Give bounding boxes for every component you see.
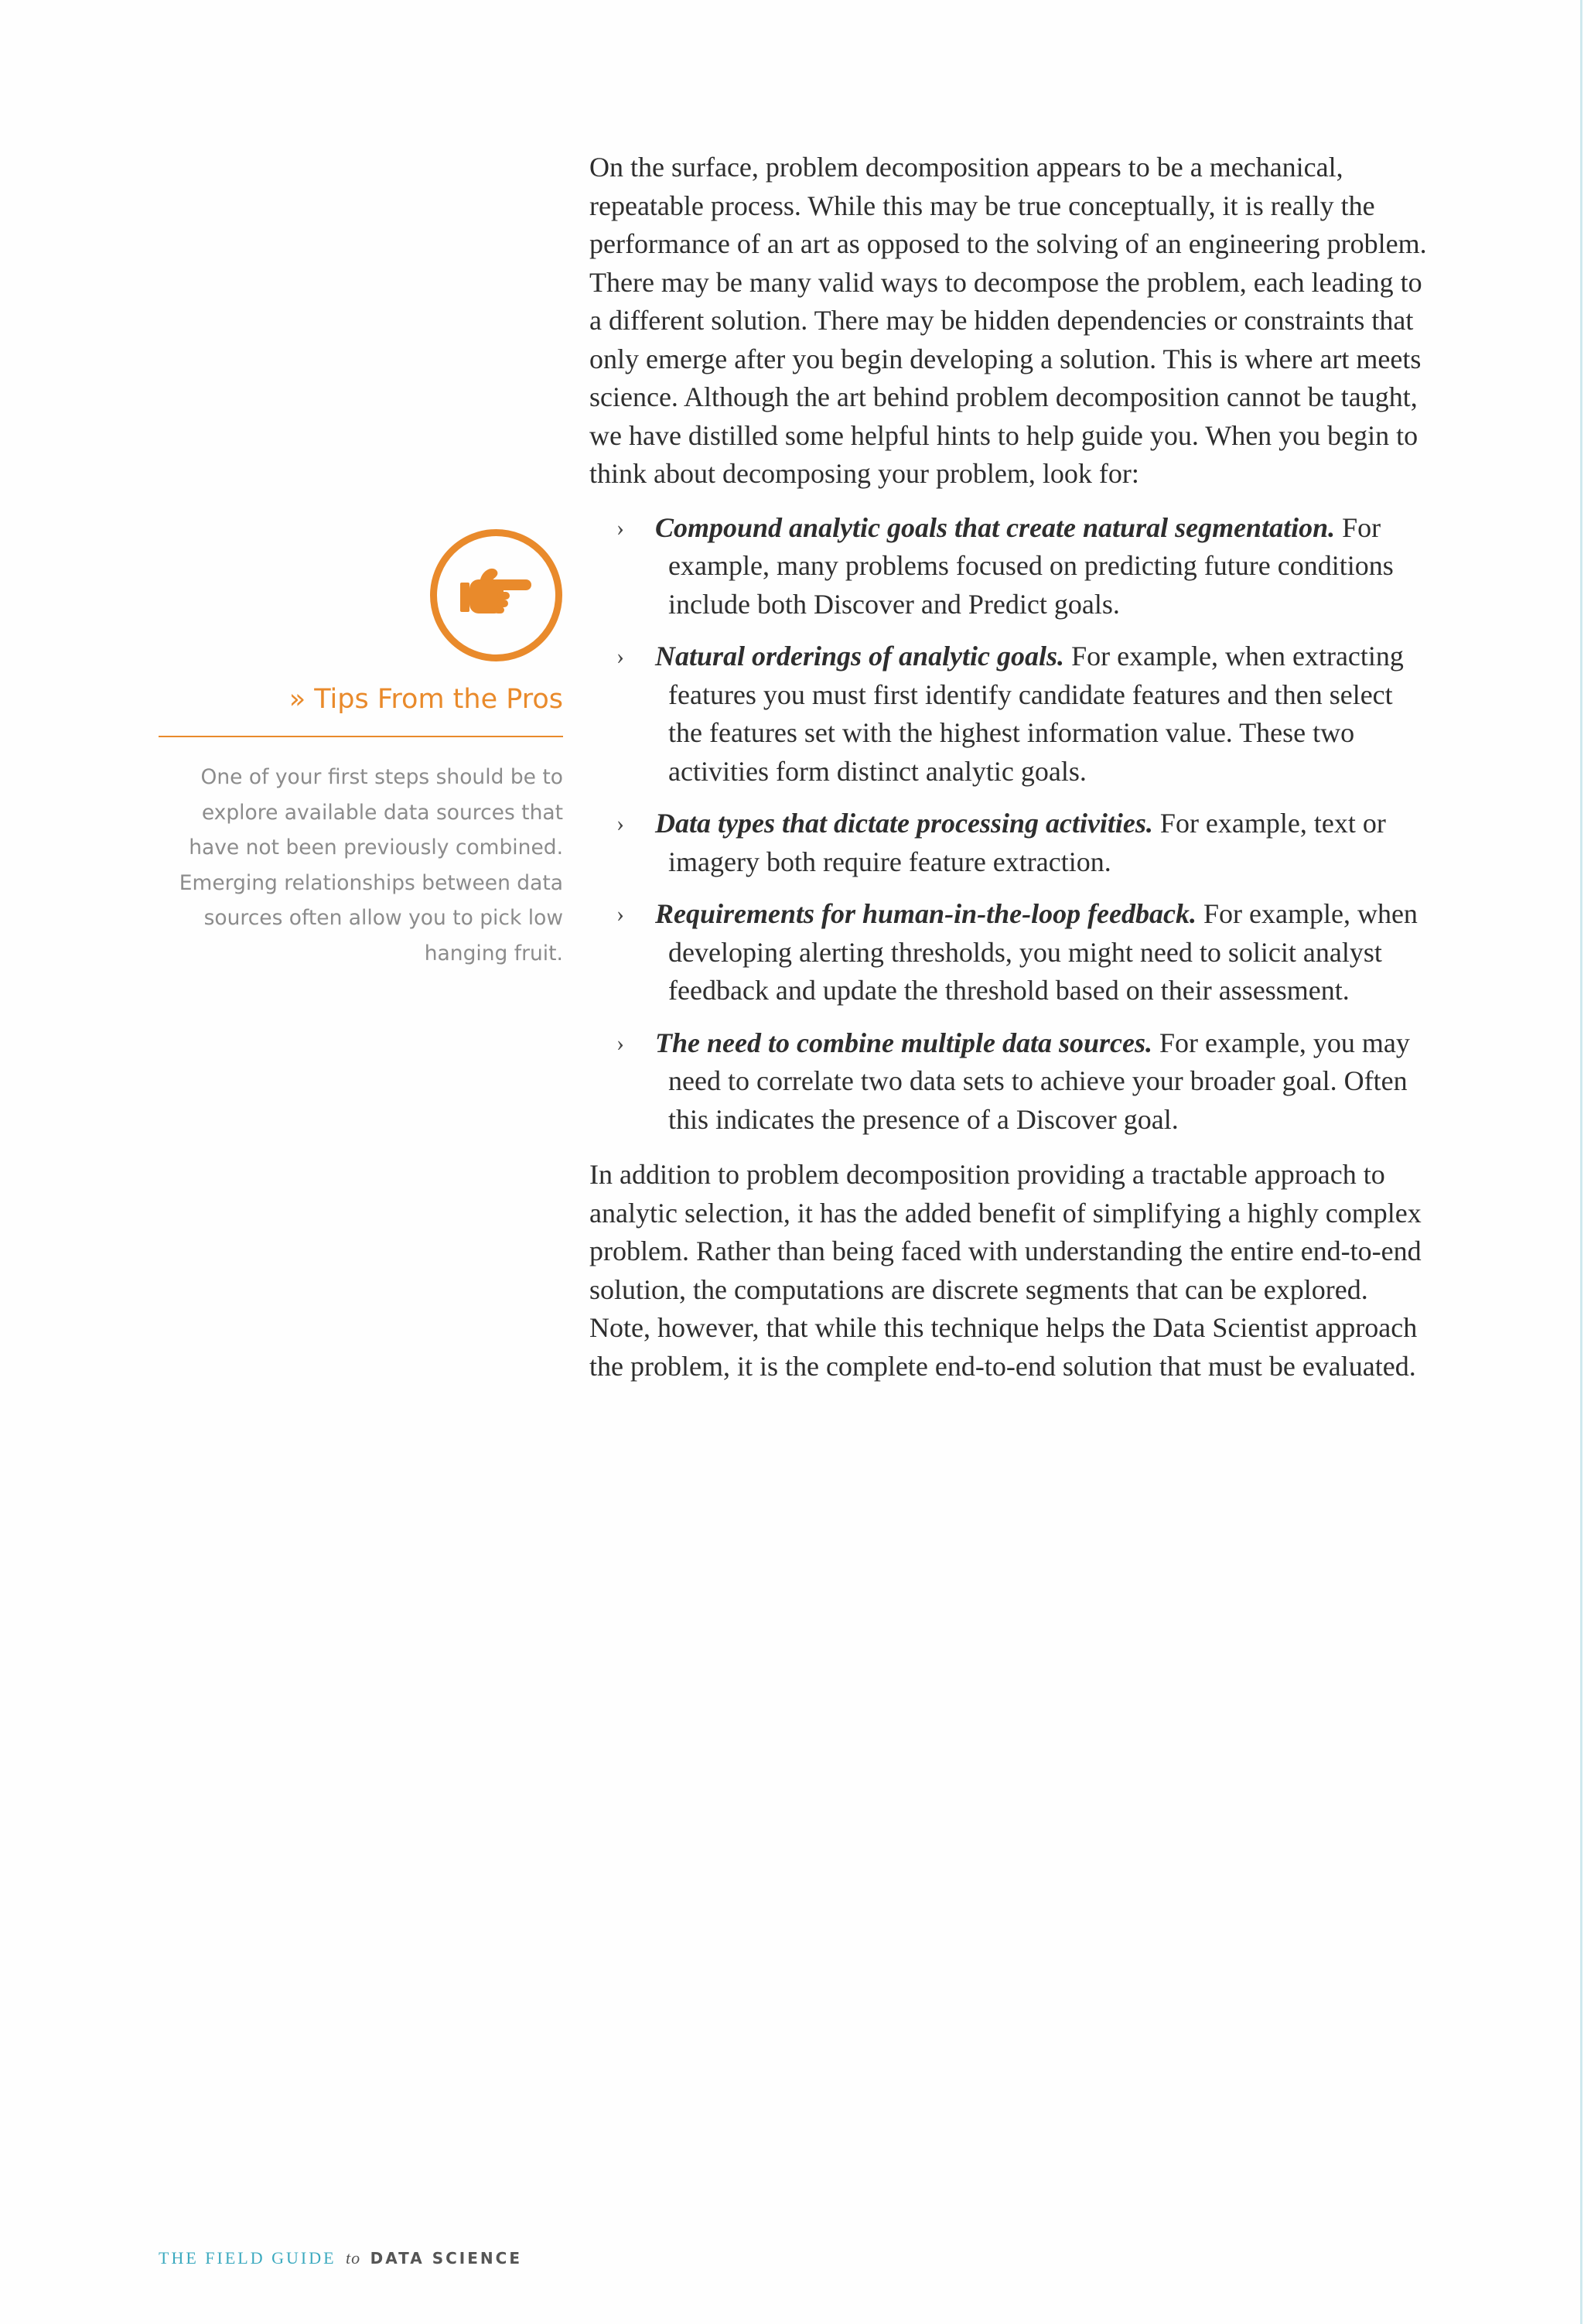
bullet-lead: Data types that dictate processing activities. — [655, 808, 1153, 839]
bullet-text: For example, text or imagery both require feature extraction. — [668, 808, 1386, 877]
hint-list — [589, 509, 1432, 1140]
pointing-hand-icon — [460, 566, 533, 626]
page-edge-line — [1580, 0, 1582, 2324]
bullet-chevron-icon: › — [616, 644, 624, 669]
list-item — [589, 509, 1432, 624]
bullet-chevron-icon: › — [616, 901, 624, 927]
bullet-text: For example, you may need to correlate two data sets to achieve your broader goal. Often this indicates the presence of a Discover goal. — [668, 1027, 1410, 1135]
bullet-lead: The need to combine multiple data sources. — [655, 1027, 1152, 1058]
footer-title-connector: to — [346, 2248, 361, 2268]
footer-title-part1: THE FIELD GUIDE — [159, 2248, 336, 2268]
list-item — [589, 1024, 1432, 1140]
list-item — [589, 637, 1432, 791]
bullet-chevron-icon: › — [616, 514, 624, 541]
bullet-lead: Requirements for human-in-the-loop feedback. — [655, 898, 1197, 929]
tips-divider — [159, 736, 563, 737]
footer-title-part2: DATA SCIENCE — [370, 2249, 522, 2268]
list-item — [589, 895, 1432, 1010]
bullet-lead: Compound analytic goals that create natural segmentation. — [655, 511, 1336, 543]
bullet-chevron-icon: › — [616, 811, 624, 836]
intro-paragraph: On the surface, problem decomposition appears to be a mechanical, repeatable process. While this may be true conceptually, it is really the performance of an art as opposed to the solving of an engineering problem. There may be many valid ways to decompose the problem, each leading to a different solution. There may be hidden dependencies or constraints that only emerge after you begin developing a solution. This is where art meets science. Although the art behind problem decomposition cannot be taught, we have distilled some helpful hints to help guide you. When you begin to think about decomposing your problem, look for: — [589, 152, 1427, 489]
bullet-chevron-icon: › — [616, 1030, 624, 1056]
bullet-text: For example, when extracting features you must first identify candidate features and then select the features set with the highest information value. These two activities form distinct analytic goals. — [668, 641, 1404, 787]
bullet-text: For example, when developing alerting thresholds, you might need to solicit analyst feedback and update the threshold based on their assessment. — [668, 898, 1418, 1006]
list-item — [589, 805, 1432, 881]
tips-body: One of your first steps should be to explore available data sources that have not been previously combined. Emerging relationships between data sources often allow you to pick low hanging fruit. — [179, 765, 563, 965]
bullet-lead: Natural orderings of analytic goals. — [655, 641, 1065, 672]
main-column — [589, 149, 1432, 1386]
tips-title: » Tips From the Pros — [288, 684, 563, 715]
closing-paragraph: In addition to problem decomposition providing a tractable approach to analytic selection, it has the added benefit of simplifying a highly complex problem. Rather than being faced with understanding the entire end-to-end solution, the computations are discrete segments that can be explored. Note, however, that while this technique helps the Data Scientist approach the problem, it is the complete end-to-end solution that must be evaluated. — [589, 1159, 1422, 1382]
page-footer — [159, 2248, 522, 2268]
bullet-text: For example, many problems focused on predicting future conditions include both Discover and Predict goals. — [668, 511, 1394, 620]
tip-badge — [430, 529, 562, 661]
